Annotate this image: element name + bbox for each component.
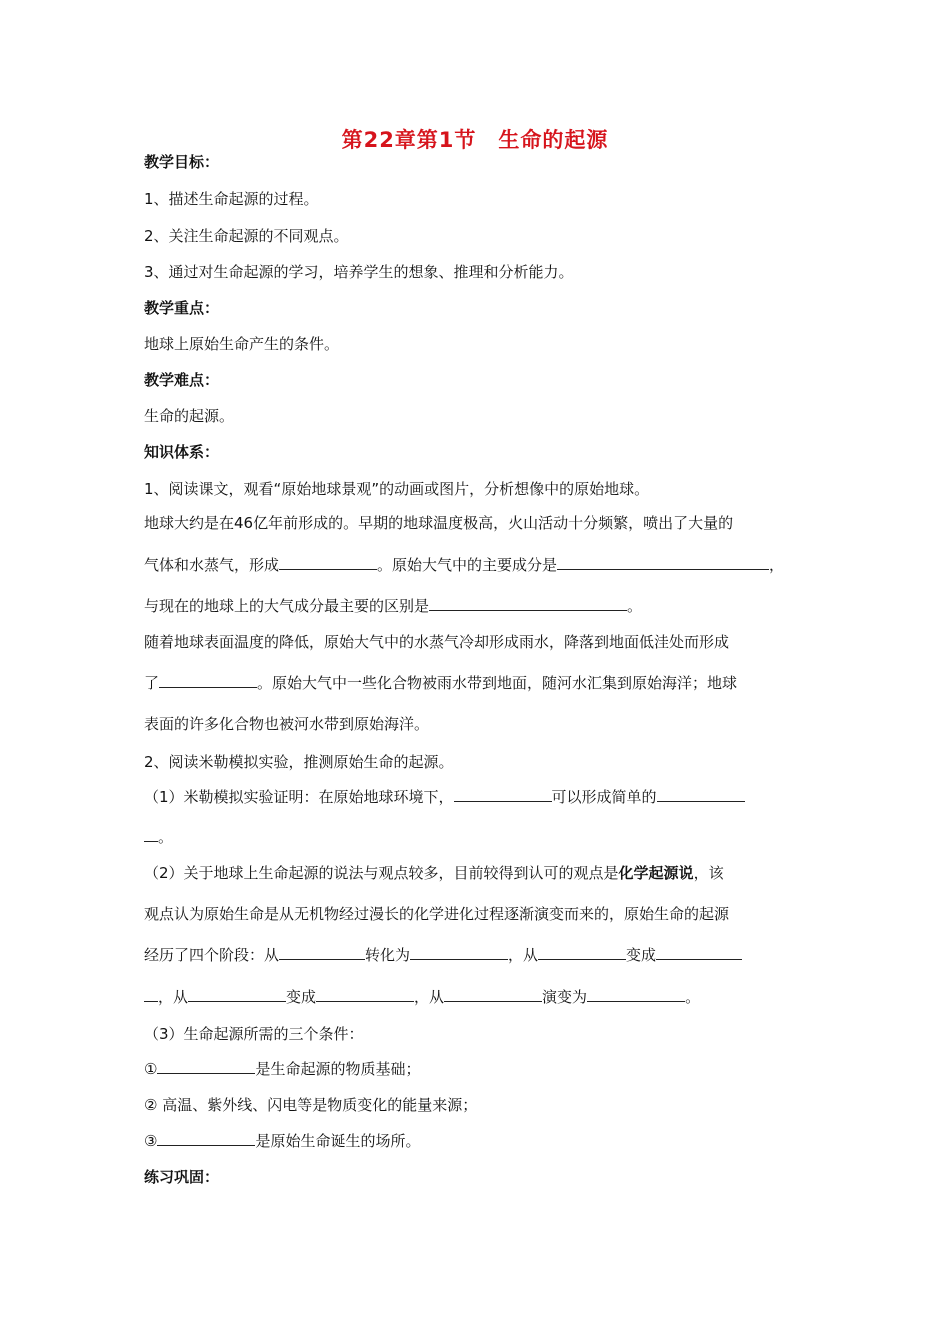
difficulties-text: 生命的起源。	[144, 407, 235, 425]
blank-field[interactable]	[557, 554, 769, 570]
text-segment: ③	[144, 1132, 158, 1150]
text-segment: 经历了四个阶段：从	[144, 946, 280, 964]
blank-field[interactable]	[144, 986, 158, 1002]
condition-3	[144, 1130, 420, 1152]
blank-field[interactable]	[538, 944, 626, 960]
blank-field[interactable]	[454, 786, 552, 802]
heading-teaching-goals: 教学目标：	[144, 153, 220, 171]
goal-2: 2、关注生命起源的不同观点。	[144, 227, 349, 245]
blank-field[interactable]	[144, 826, 158, 842]
blank-field[interactable]	[444, 986, 542, 1002]
text-segment: 。	[685, 988, 701, 1006]
blank-field[interactable]	[279, 944, 365, 960]
blank-field[interactable]	[157, 1058, 255, 1074]
blank-field[interactable]	[587, 986, 685, 1002]
blank-field[interactable]	[410, 944, 508, 960]
text-segment: 变成	[286, 988, 317, 1006]
question-2-line-1	[144, 862, 724, 884]
paragraph-1-line-2	[144, 554, 784, 576]
question-2-line-4	[144, 986, 700, 1008]
text-segment: ，从	[508, 946, 539, 964]
text-segment: 与现在的地球上的大气成分最主要的区别是	[144, 597, 430, 615]
question-2-line-2: 观点认为原始生命是从无机物经过漫长的化学进化过程逐渐演变而来的，原始生命的起源	[144, 905, 730, 923]
paragraph-2-line-2	[144, 672, 737, 694]
text-segment: 。原始大气中一些化合物被雨水带到地面，随河水汇集到原始海洋；地球	[257, 674, 738, 692]
question-3: （3）生命起源所需的三个条件：	[144, 1025, 364, 1043]
text-segment: 。	[158, 828, 174, 846]
text-segment: 可以形成简单的	[551, 788, 657, 806]
text-segment: 。	[627, 597, 643, 615]
paragraph-1-line-1: 地球大约是在46亿年前形成的。早期的地球温度极高，火山活动十分频繁，喷出了大量的	[144, 514, 734, 532]
text-segment: 气体和水蒸气，形成	[144, 556, 280, 574]
heading-practice: 练习巩固：	[144, 1168, 220, 1186]
text-segment: 。原始大气中的主要成分是	[377, 556, 558, 574]
goal-1: 1、描述生命起源的过程。	[144, 190, 319, 208]
blank-field[interactable]	[657, 786, 745, 802]
paragraph-2-line-1: 随着地球表面温度的降低，原始大气中的水蒸气冷却形成雨水，降落到地面低洼处而形成	[144, 633, 730, 651]
heading-key-points: 教学重点：	[144, 299, 220, 317]
heading-difficulties: 教学难点：	[144, 371, 220, 389]
blank-field[interactable]	[316, 986, 414, 1002]
condition-1	[144, 1058, 420, 1080]
key-points-text: 地球上原始生命产生的条件。	[144, 335, 340, 353]
blank-field[interactable]	[656, 944, 742, 960]
text-segment: 转化为	[365, 946, 411, 964]
paragraph-2-line-3: 表面的许多化合物也被河水带到原始海洋。	[144, 715, 430, 733]
page-title: 第22章第1节 生命的起源	[341, 128, 609, 152]
condition-2: ② 高温、紫外线、闪电等是物质变化的能量来源；	[144, 1096, 478, 1114]
question-2-line-3	[144, 944, 742, 966]
text-segment: 是原始生命诞生的场所。	[255, 1132, 421, 1150]
blank-field[interactable]	[429, 595, 627, 611]
text-segment: ，	[769, 556, 785, 574]
heading-knowledge-system: 知识体系：	[144, 443, 220, 461]
text-segment: ，该	[693, 864, 724, 882]
knowledge-item-1: 1、阅读课文，观看“原始地球景观”的动画或图片，分析想像中的原始地球。	[144, 480, 650, 498]
question-1-line-2	[144, 826, 173, 848]
text-segment: 了	[144, 674, 160, 692]
text-segment: ，从	[158, 988, 189, 1006]
question-1-line-1	[144, 786, 745, 808]
blank-field[interactable]	[157, 1130, 255, 1146]
text-segment: 是生命起源的物质基础；	[255, 1060, 421, 1078]
blank-field[interactable]	[188, 986, 286, 1002]
text-segment: （2）关于地球上生命起源的说法与观点较多，目前较得到认可的观点是	[144, 864, 619, 882]
text-segment: （1）米勒模拟实验证明：在原始地球环境下，	[144, 788, 454, 806]
text-segment: 变成	[626, 946, 657, 964]
paragraph-1-line-3	[144, 595, 642, 617]
blank-field[interactable]	[159, 672, 257, 688]
emphasis-text: 化学起源说	[618, 864, 694, 882]
goal-3: 3、通过对生命起源的学习，培养学生的想象、推理和分析能力。	[144, 263, 574, 281]
text-segment: 演变为	[542, 988, 588, 1006]
text-segment: ，从	[414, 988, 445, 1006]
text-segment: ①	[144, 1060, 158, 1078]
knowledge-item-2: 2、阅读米勒模拟实验，推测原始生命的起源。	[144, 753, 454, 771]
blank-field[interactable]	[279, 554, 377, 570]
